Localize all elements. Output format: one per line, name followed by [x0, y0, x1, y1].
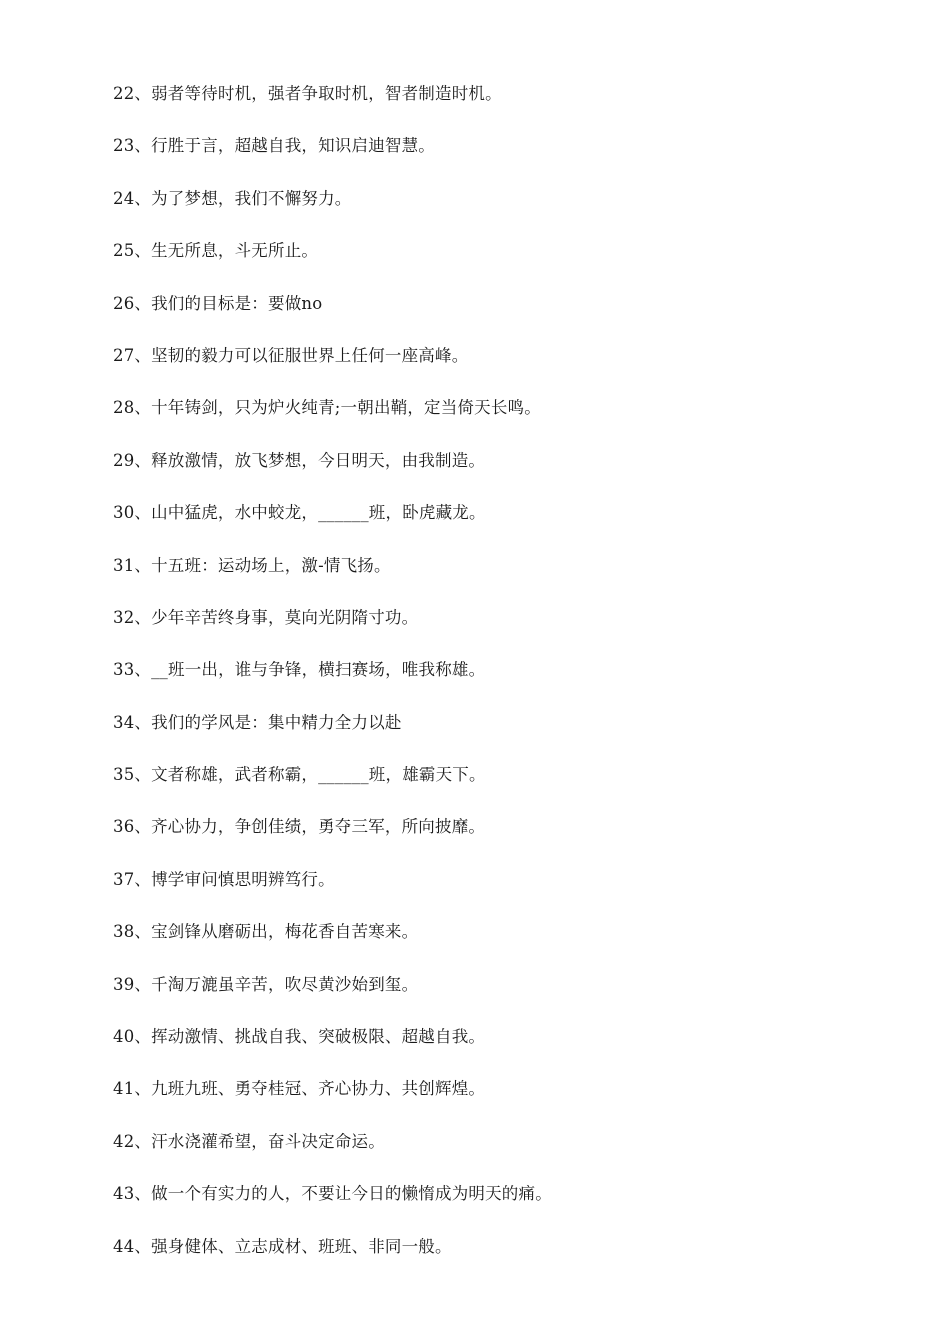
- slogan-line-25: 25、生无所息，斗无所止。: [113, 241, 319, 261]
- slogan-line-22: 22、弱者等待时机，强者争取时机，智者制造时机。: [113, 84, 502, 103]
- slogan-line-42: 42、汗水浇灌希望，奋斗决定命运。: [113, 1131, 385, 1151]
- slogan-line-41: 41、九班九班、勇夺桂冠、齐心协力、共创辉煌。: [113, 1079, 486, 1099]
- slogan-line-40: 40、挥动激情、挑战自我、突破极限、超越自我。: [113, 1027, 486, 1047]
- slogan-line-28: 28、十年铸剑，只为炉火纯青;一朝出鞘，定当倚天长鸣。: [113, 398, 541, 418]
- slogan-line-24: 24、为了梦想，我们不懈努力。: [113, 188, 352, 208]
- slogan-line-34: 34、我们的学风是：集中精力全力以赴: [113, 712, 402, 732]
- slogan-line-27: 27、坚韧的毅力可以征服世界上任何一座高峰。: [113, 345, 469, 365]
- slogan-line-35: 35、文者称雄，武者称霸，______班，雄霸天下。: [113, 765, 486, 785]
- slogan-line-26: 26、我们的目标是：要做no: [113, 293, 323, 313]
- slogan-line-37: 37、博学审问慎思明辨笃行。: [113, 869, 335, 889]
- slogan-line-32: 32、少年辛苦终身事，莫向光阴隋寸功。: [113, 607, 419, 627]
- slogan-line-39: 39、千淘万漉虽辛苦，吹尽黄沙始到玺。: [113, 974, 419, 994]
- slogan-list: [113, 80, 893, 1285]
- slogan-line-44: 44、强身健体、立志成材、班班、非同一般。: [113, 1236, 452, 1256]
- slogan-line-31: 31、十五班：运动场上，激-情飞扬。: [113, 555, 391, 575]
- slogan-line-29: 29、释放激情，放飞梦想，今日明天，由我制造。: [113, 450, 486, 470]
- slogan-line-23: 23、行胜于言，超越自我，知识启迪智慧。: [113, 136, 435, 156]
- slogan-line-36: 36、齐心协力，争创佳绩，勇夺三军，所向披靡。: [113, 817, 486, 837]
- slogan-line-43: 43、做一个有实力的人，不要让今日的懒惰成为明天的痛。: [113, 1184, 552, 1204]
- slogan-line-33: 33、__班一出，谁与争锋，横扫赛场，唯我称雄。: [113, 660, 486, 680]
- slogan-line-38: 38、宝剑锋从磨砺出，梅花香自苦寒来。: [113, 922, 419, 942]
- slogan-line-30: 30、山中猛虎，水中蛟龙，______班，卧虎藏龙。: [113, 503, 486, 523]
